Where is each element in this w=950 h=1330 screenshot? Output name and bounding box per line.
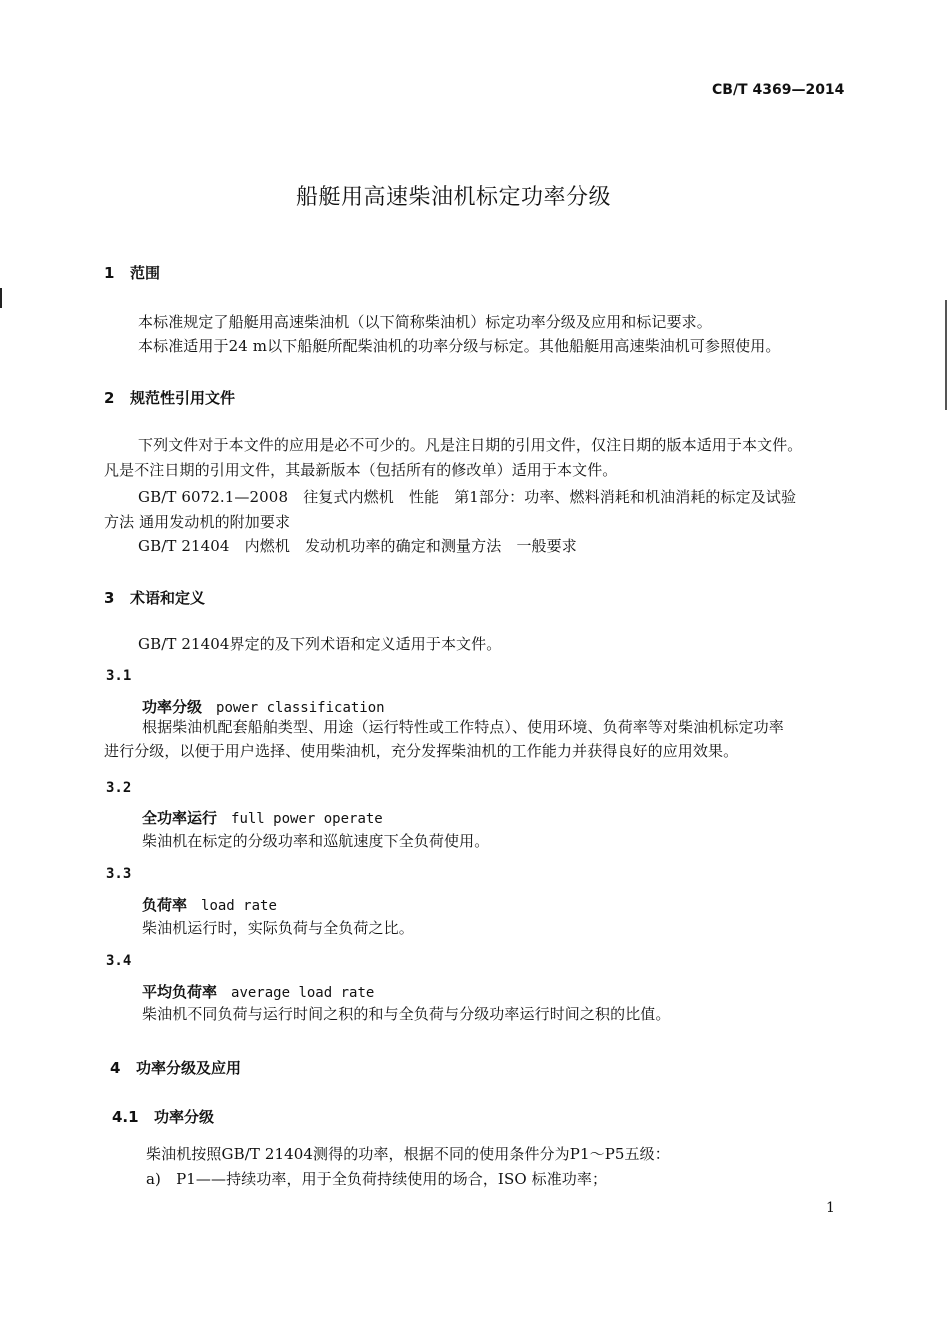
section-title: 功率分级及应用 (136, 1059, 242, 1077)
standard-code: CB/T 4369—2014 (712, 82, 845, 98)
section-1-heading (104, 262, 160, 283)
section-number: 3 (104, 589, 115, 607)
term-english: average load rate (231, 985, 375, 1001)
term-chinese: 全功率运行 (142, 809, 218, 827)
term-chinese: 平均负荷率 (142, 983, 218, 1001)
section-number: 4 (110, 1059, 121, 1077)
s1-paragraph-1: 本标准规定了船艇用高速柴油机（以下简称柴油机）标定功率分级及应用和标记要求。 (138, 313, 712, 331)
section-2-heading (104, 387, 235, 408)
scan-mark-left (0, 288, 2, 308)
term-english: load rate (201, 898, 277, 914)
section-3-heading (104, 587, 205, 608)
term-definition-line-1: 柴油机不同负荷与运行时间之积的和与全负荷与分级功率运行时间之积的比值。 (142, 1005, 671, 1023)
page-title: 船艇用高速柴油机标定功率分级 (296, 185, 612, 210)
reference-2: GB/T 21404 内燃机 发动机功率的确定和测量方法 一般要求 (138, 537, 577, 555)
term-number: 3.2 (106, 780, 132, 796)
term-definition-line-1: 根据柴油机配套船舶类型、用途（运行特性或工作特点）、使用环境、负荷率等对柴油机标定功率 (142, 718, 784, 736)
scan-mark-right (945, 300, 947, 410)
term-english: power classification (216, 700, 385, 716)
section-4-heading (110, 1057, 241, 1078)
term-title (142, 807, 383, 828)
reference-1-line-1: GB/T 6072.1—2008 往复式内燃机 性能 第1部分：功率、燃料消耗和机油消耗的标定及试验 (138, 488, 797, 506)
term-number: 3.1 (106, 668, 132, 684)
subsection-number: 4.1 (112, 1108, 139, 1126)
term-chinese: 负荷率 (142, 896, 188, 914)
term-definition-line-1: 柴油机运行时，实际负荷与全负荷之比。 (142, 919, 414, 937)
subsection-title: 功率分级 (154, 1108, 215, 1126)
s4-1-paragraph: 柴油机按照GB/T 21404测得的功率，根据不同的使用条件分为P1～P5五级： (146, 1145, 670, 1163)
section-number: 2 (104, 389, 115, 407)
term-english: full power operate (231, 811, 383, 827)
term-definition-line-2: 进行分级，以便于用户选择、使用柴油机，充分发挥柴油机的工作能力并获得良好的应用效果。 (104, 742, 739, 760)
s2-paragraph-line-1: 下列文件对于本文件的应用是必不可少的。凡是注日期的引用文件，仅注日期的版本适用于本文件。 (138, 436, 803, 454)
section-title: 术语和定义 (130, 589, 206, 607)
s1-paragraph-2: 本标准适用于24 m以下船艇所配柴油机的功率分级与标定。其他船艇用高速柴油机可参照使用。 (138, 337, 781, 355)
list-item-a: a) P1——持续功率，用于全负荷持续使用的场合，ISO 标准功率； (146, 1170, 608, 1188)
term-chinese: 功率分级 (142, 698, 203, 716)
subsection-4-1-heading (112, 1106, 214, 1127)
term-title (142, 696, 385, 717)
term-definition-line-1: 柴油机在标定的分级功率和巡航速度下全负荷使用。 (142, 832, 490, 850)
section-title: 范围 (130, 264, 161, 282)
term-number: 3.3 (106, 866, 132, 882)
section-number: 1 (104, 264, 115, 282)
s2-paragraph-line-2: 凡是不注日期的引用文件，其最新版本（包括所有的修改单）适用于本文件。 (104, 461, 618, 479)
s3-intro: GB/T 21404界定的及下列术语和定义适用于本文件。 (138, 635, 502, 653)
section-title: 规范性引用文件 (130, 389, 236, 407)
term-title (142, 981, 374, 1002)
page-number: 1 (826, 1200, 835, 1216)
term-number: 3.4 (106, 953, 132, 969)
term-title (142, 894, 277, 915)
reference-1-line-2: 方法 通用发动机的附加要求 (104, 513, 291, 531)
